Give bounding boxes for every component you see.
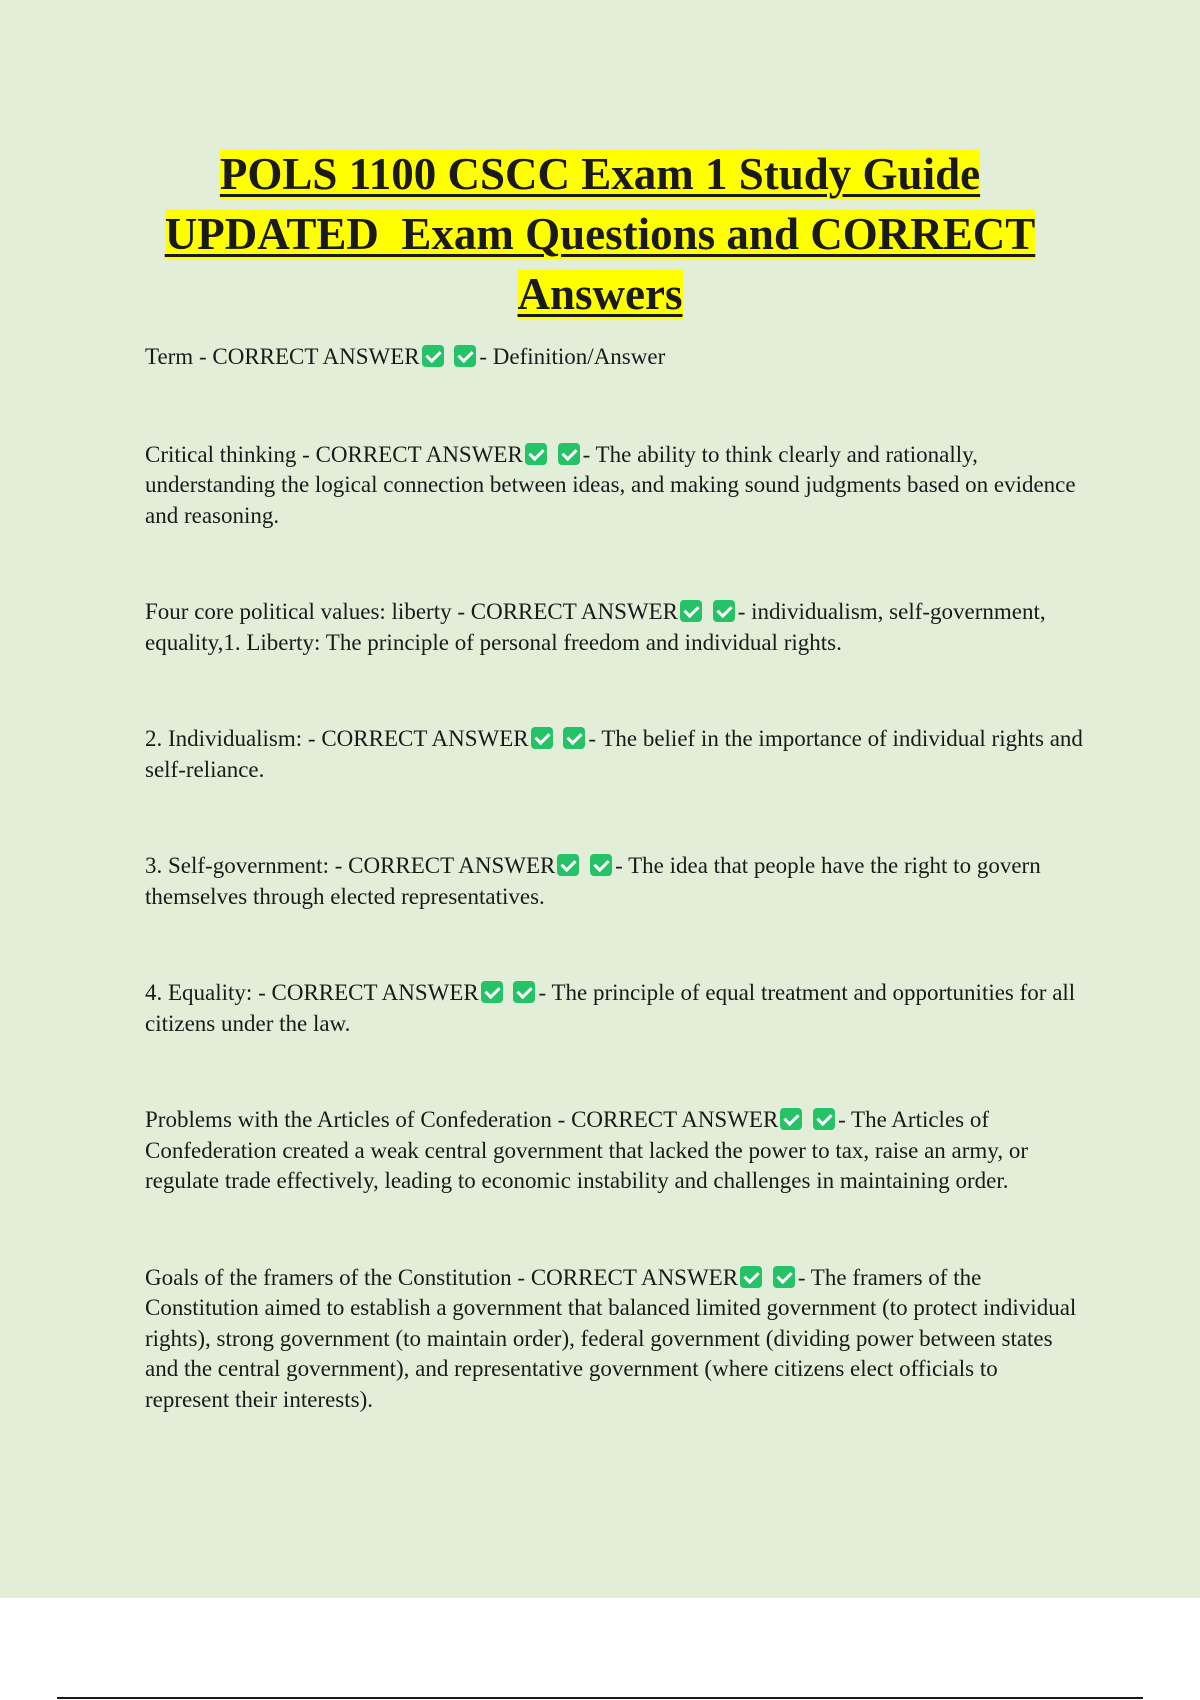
- entry-answer: - Definition/Answer: [479, 344, 666, 369]
- check-mark-icon: [481, 981, 503, 1003]
- entry-answer: - The belief in the importance of individual rights and self-reliance.: [145, 726, 1083, 782]
- title-line: POLS 1100 CSCC Exam 1 Study Guide: [219, 149, 981, 199]
- check-mark-icon: [525, 443, 547, 465]
- entry-term: Problems with the Articles of Confederation: [145, 1107, 552, 1132]
- entry-answer: - The ability to think clearly and rationally, understanding the logical connection between ideas, and making sound judgments based on evidence and reasoning.: [145, 441, 1076, 528]
- check-mark-icon: [773, 1266, 795, 1288]
- entry-answer: - The idea that people have the right to govern themselves through elected representatives.: [145, 853, 1041, 909]
- qa-entry: [145, 978, 1085, 1039]
- document-title: [100, 144, 1100, 324]
- qa-entry: [145, 440, 1085, 532]
- correct-answer-marker: - CORRECT ANSWER: [517, 1264, 739, 1290]
- entry-answer: - individualism, self-government, equality,1. Liberty: The principle of personal freedom and individual rights.: [145, 599, 1046, 655]
- qa-entry: [145, 851, 1085, 912]
- entry-term: 4. Equality:: [145, 980, 253, 1005]
- title-line: Answers: [517, 269, 683, 319]
- check-mark-icon: [590, 854, 612, 876]
- entry-answer: - The Articles of Confederation created a weak central government that lacked the power to tax, raise an army, or regulate trade effectively, leading to economic instability and challenges in maintaining order.: [145, 1107, 1028, 1193]
- correct-answer-marker: - CORRECT ANSWER: [307, 726, 529, 751]
- correct-answer-marker: - CORRECT ANSWER: [334, 853, 556, 878]
- qa-entry: [145, 1105, 1085, 1197]
- title-line: UPDATED Exam Questions and CORRECT: [164, 209, 1036, 259]
- entry-term: Four core political values: liberty: [145, 599, 452, 624]
- correct-answer-marker: - CORRECT ANSWER: [258, 980, 479, 1005]
- entry-term: Goals of the framers of the Constitution: [145, 1264, 512, 1290]
- check-mark-icon: [557, 854, 579, 876]
- check-mark-icon: [454, 345, 476, 367]
- entry-term: Critical thinking: [145, 441, 297, 467]
- correct-answer-marker: - CORRECT ANSWER: [198, 344, 420, 369]
- footer-rule: [57, 1697, 1143, 1699]
- entry-answer: - The framers of the Constitution aimed to establish a government that balanced limited government (to protect individual rights), strong government (to maintain order), federal government (dividing power between states and the central government), and representative government (where citizens elect officials to represent their interests).: [145, 1264, 1077, 1412]
- check-mark-icon: [531, 727, 553, 749]
- check-mark-icon: [813, 1108, 835, 1130]
- check-mark-icon: [680, 600, 702, 622]
- entry-answer: - The principle of equal treatment and opportunities for all citizens under the law.: [145, 980, 1076, 1036]
- qa-entry: [145, 724, 1085, 785]
- entry-term: 2. Individualism:: [145, 726, 303, 751]
- entry-term: Term: [145, 344, 194, 369]
- correct-answer-marker: - CORRECT ANSWER: [557, 1107, 779, 1132]
- entry-term: 3. Self-government:: [145, 853, 329, 878]
- correct-answer-marker: - CORRECT ANSWER: [302, 441, 523, 467]
- check-mark-icon: [563, 727, 585, 749]
- qa-entry: [145, 342, 1085, 373]
- correct-answer-marker: - CORRECT ANSWER: [457, 599, 678, 624]
- check-mark-icon: [713, 600, 735, 622]
- check-mark-icon: [740, 1266, 762, 1288]
- qa-entry-list: [145, 342, 1085, 1481]
- check-mark-icon: [513, 981, 535, 1003]
- check-mark-icon: [558, 443, 580, 465]
- qa-entry: [145, 597, 1085, 658]
- qa-entry: [145, 1263, 1085, 1416]
- check-mark-icon: [422, 345, 444, 367]
- check-mark-icon: [780, 1108, 802, 1130]
